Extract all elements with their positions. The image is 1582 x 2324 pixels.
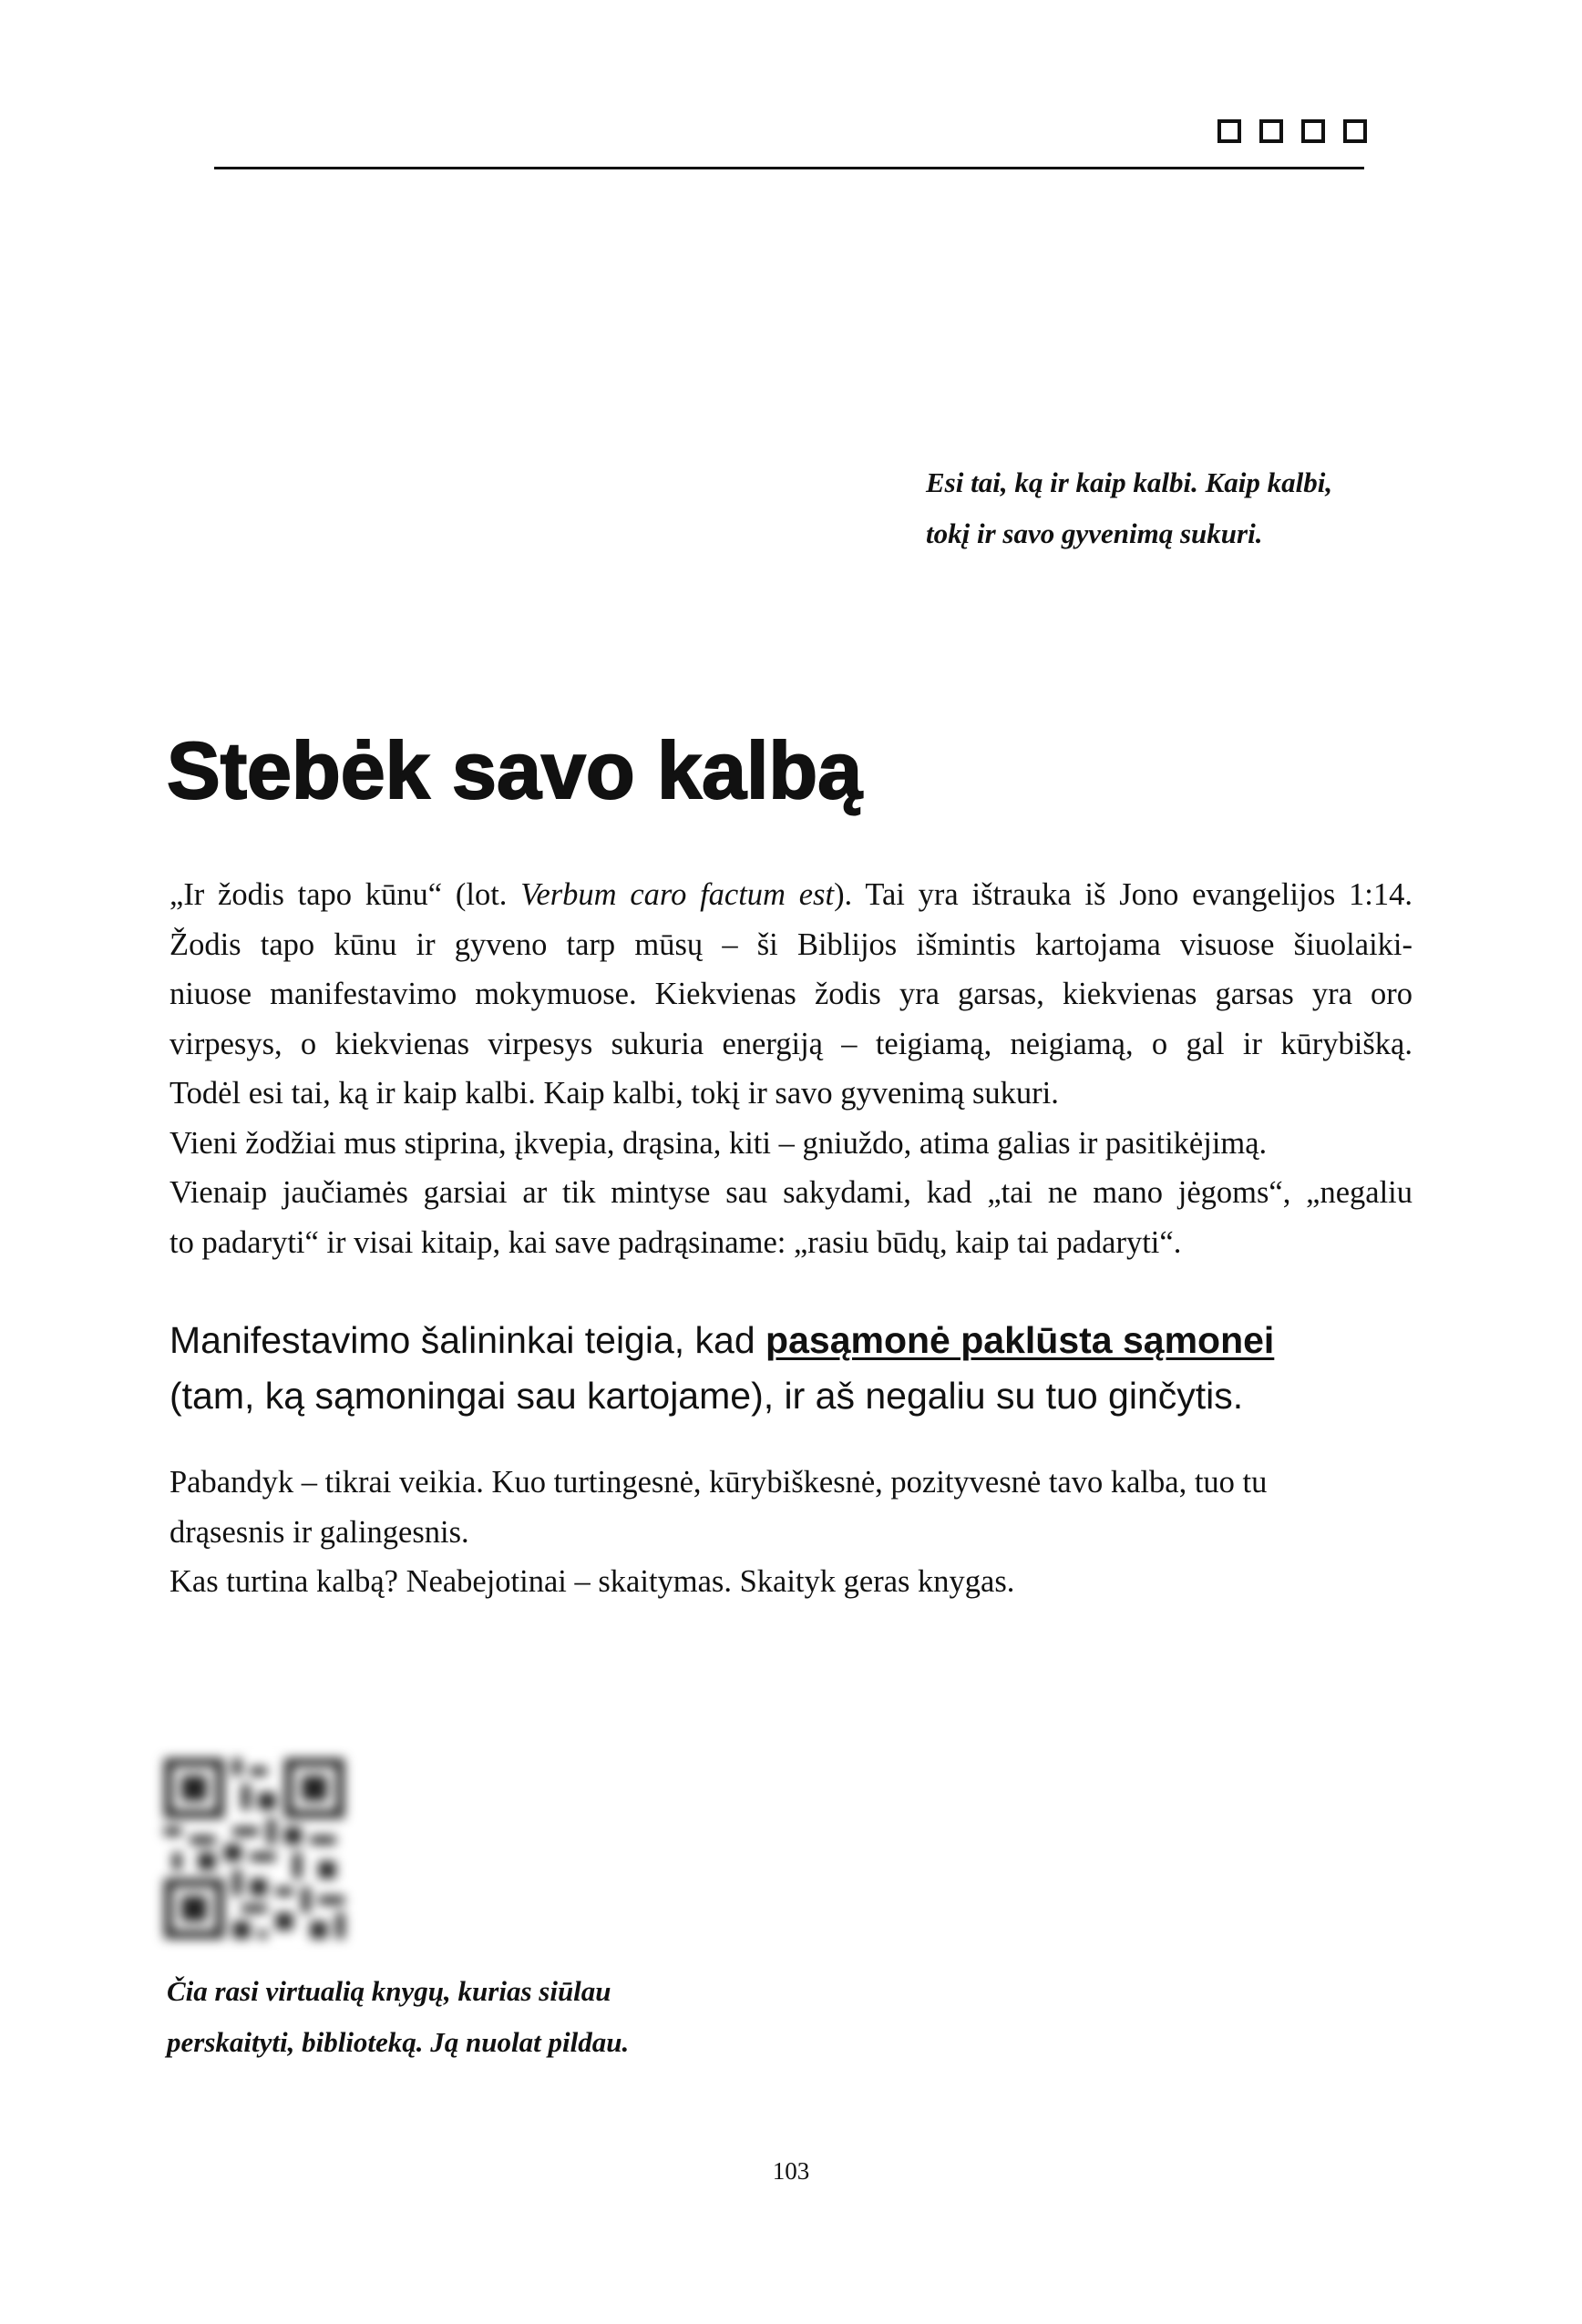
header-rule [214,167,1364,169]
text-line: Pabandyk – tikrai veikia. Kuo turtingesnė, kūrybiškesnė, pozityvesnė tavo kalba, tuo tu [170,1465,1268,1500]
text-line: Žodis tapo kūnu ir gyveno tarp mūsų – ši Biblijos išmintis kartojama visuose šiuolaiki- [170,927,1412,962]
header-icons [1217,119,1367,143]
text-line: Todėl esi tai, ką ir kaip kalbi. Kaip kalbi, tokį ir savo gyvenimą sukuri. [170,1076,1059,1111]
text-line: virpesys, o kiekvienas virpesys sukuria energiją – teigiamą, neigiamą, o gal ir kūrybišką. [170,1026,1412,1061]
highlight-line: (tam, ką sąmoningai sau kartojame), ir aš negaliu su tuo ginčytis. [170,1375,1244,1417]
text-line: drąsesnis ir galingesnis. [170,1514,469,1550]
text-line: Vieni žodžiai mus stiprina, įkvepia, drąsina, kiti – gniuždo, atima galias ir pasitikėjimą. [170,1125,1268,1161]
text-line: Kas turtina kalbą? Neabejotinai – skaitymas. Skaityk geras knygas. [170,1564,1015,1599]
page-number: 103 [772,2157,810,2185]
page-title: Stebėk savo kalbą [167,725,863,815]
square-icon [1343,119,1367,143]
text-line [170,870,1412,920]
caption-line: perskaityti, biblioteką. Ją nuolat pildau. [167,2026,630,2058]
qr-caption [167,1966,629,2068]
highlight-statement [170,1313,1418,1424]
epigraph [926,457,1332,559]
paragraph-intro [170,870,1412,1267]
text-line: Vienaip jaučiamės garsiai ar tik mintyse sau sakydami, kad „tai ne mano jėgoms“, „negaliu [170,1175,1412,1210]
caption-line: Čia rasi virtualią knygų, kurias siūlau [167,1975,611,2007]
latin-phrase: Verbum caro factum est [520,877,835,912]
square-icon [1301,119,1325,143]
qr-code-icon[interactable] [164,1758,344,1939]
highlight-key-phrase: pasąmonė paklūsta sąmonei [765,1319,1275,1361]
epigraph-line: tokį ir savo gyvenimą sukuri. [926,517,1263,549]
text-line: to padaryti“ ir visai kitaip, kai save padrąsiname: „rasiu būdų, kaip tai padaryti“. [170,1224,1182,1260]
square-icon [1259,119,1283,143]
highlight-line [170,1313,1418,1368]
square-icon [1217,119,1241,143]
epigraph-line: Esi tai, ką ir kaip kalbi. Kaip kalbi, [926,466,1333,498]
paragraph-conclusion [170,1458,1412,1607]
text-span: Manifestavimo šalininkai teigia, kad [170,1319,766,1361]
text-span: „Ir žodis tapo kūnu“ (lot. [170,877,521,912]
text-span: ). Tai yra ištrauka iš Jono evangelijos 1:14. [834,877,1412,912]
text-line: niuose manifestavimo mokymuose. Kiekvienas žodis yra garsas, kiekvienas garsas yra oro [170,977,1412,1011]
